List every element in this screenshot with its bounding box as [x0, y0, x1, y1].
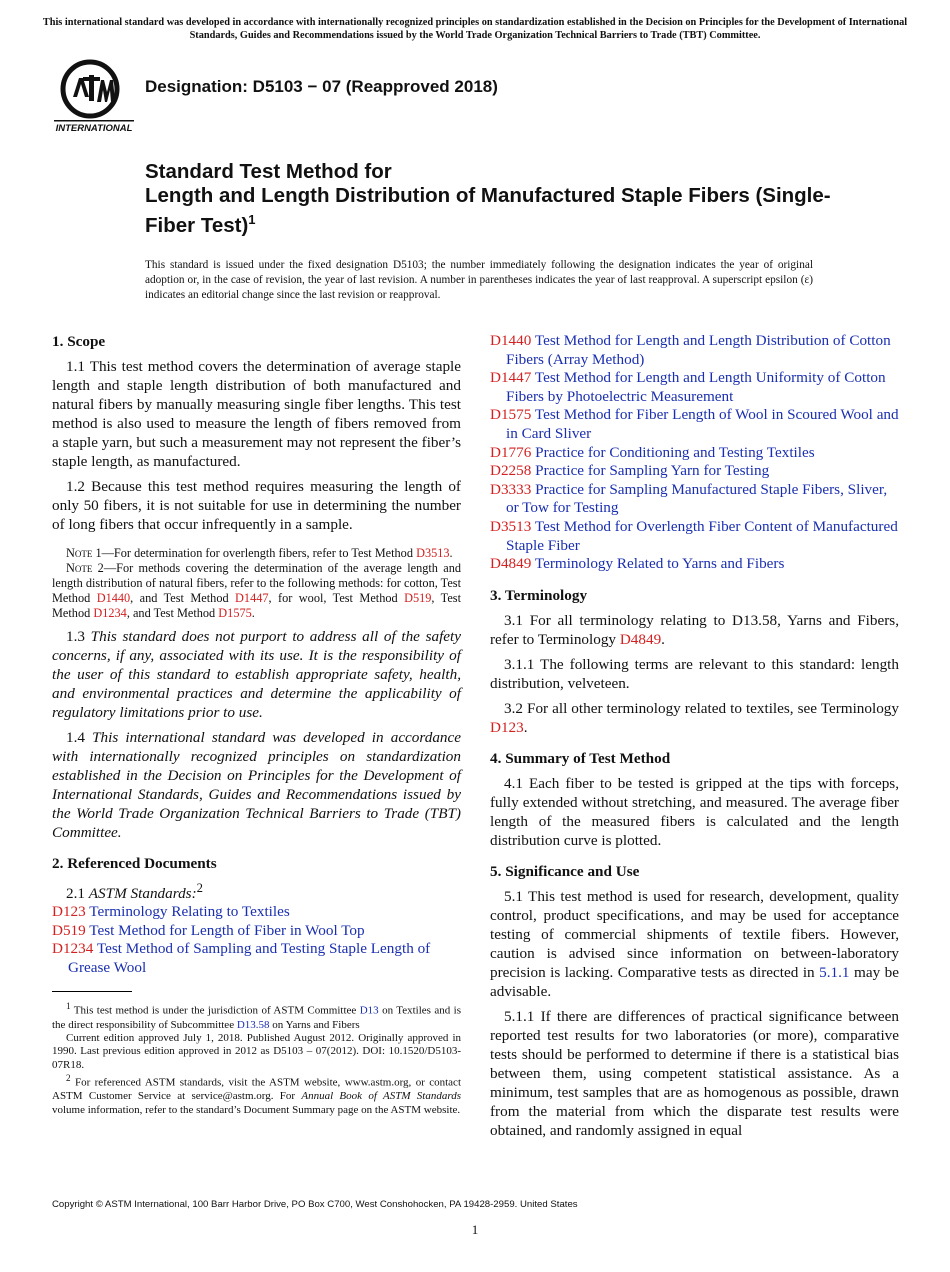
reference-code-link[interactable]: D2258 — [490, 462, 532, 480]
paragraph-1-4-text: This international standard was developed in accordance with internationally recognized principles on standardization established in the Decision on Principles for the Development of International Standards, Guides and Recommendations issued by the World Trade Organization Technical Barriers to Trade (TBT) Committee. — [52, 729, 462, 841]
reference-code-link[interactable]: D3513 — [490, 517, 532, 535]
title-line-1: Standard Test Method for — [145, 160, 392, 183]
reference-code-link[interactable]: D1776 — [490, 443, 532, 461]
ref-link-d1234[interactable]: D1234 — [93, 606, 127, 620]
paragraph-1-3 — [52, 627, 461, 722]
reference-code-link[interactable]: D519 — [52, 921, 86, 939]
footnote-divider — [52, 991, 132, 992]
footnote-mark-2: 2 — [196, 881, 203, 895]
note-1-label: Note 1 — [66, 546, 102, 560]
section-heading-significance: 5. Significance and Use — [490, 862, 640, 880]
reference-title-link[interactable]: Test Method for Fiber Length of Wool in Scoured Wool and in Card Sliver — [506, 406, 899, 442]
footnote-1-text-c: on Yarns and Fibers — [269, 1018, 360, 1031]
paragraph-2-1-number: 2.1 — [66, 885, 89, 903]
paragraph-5-1 — [490, 887, 899, 1001]
footnote-2-text: For referenced ASTM standards, visit the ASTM website, www.astm.org, or contact ASTM Customer Service at service@astm.org. For — [52, 1076, 461, 1103]
note-2-text-e: , and Test Method — [126, 606, 219, 620]
ref-link-d123-inline[interactable]: D123 — [490, 718, 524, 736]
ref-link-d1440[interactable]: D1440 — [96, 591, 131, 605]
paragraph-4-1: 4.1 Each fiber to be tested is gripped at the tips with forceps, fully extended without stretching, and measured. The average fiber length of the measured fibers is calculated and the length distribution curve is plotted. — [490, 774, 899, 849]
note-2-label: Note 2 — [66, 561, 104, 575]
ref-link-d1447[interactable]: D1447 — [235, 591, 269, 605]
note-2-text-b: , and Test Method — [130, 591, 236, 605]
ref-link-d3513[interactable]: D3513 — [416, 546, 450, 560]
paragraph-5-1-text: 5.1 This test method is used for research, development, quality control, product specifications, and may be used for acceptance testing of commercial shipments of textile fibers. However, caution is advised since information on between-laboratory precision is lacking. Comparative tests as directed in — [490, 887, 899, 981]
issued-statement: This standard is issued under the fixed designation D5103; the number immediately following the designation indicates the year of original adoption or, in the case of revision, the year of last revision. A number in parentheses indicates the year of last reapproval. A superscript epsilon (ε) indicates an editorial change since the last revision or reapproval. — [145, 259, 813, 301]
note-1: Note 1—For determination for overlength fibers, refer to Test Method D3513. — [66, 546, 453, 560]
note-2: Note 2—For methods covering the determination of the average length and length distribution of natural fibers, refer to the following methods: for cotton, Test Method D1440, and Test Method D1447, for wool, Test Method D519, Test Method D1234, and Test Method D1575. — [52, 561, 461, 620]
reference-code-link[interactable]: D1234 — [52, 940, 94, 958]
page-number: 1 — [471, 1222, 479, 1237]
footnote-1-text-b: on Textiles and is the direct responsibility of Subcommittee — [52, 1005, 462, 1031]
right-column — [490, 332, 899, 1140]
reference-code-link[interactable]: D4849 — [490, 555, 532, 573]
reference-title-link[interactable]: Practice for Sampling Manufactured Staple Fibers, Sliver, or Tow for Testing — [506, 480, 888, 517]
note-2-text-d: , Test Method — [52, 591, 461, 620]
reference-code-link[interactable]: D3333 — [490, 480, 532, 498]
reference-item — [490, 332, 899, 369]
reference-item — [52, 922, 461, 941]
reference-list-right — [490, 332, 899, 574]
footnote-2 — [52, 1072, 461, 1117]
footnote-1-edition: Current edition approved July 1, 2018. Published August 2012. Originally approved in 1990. Last previous edition approved in 2012 as D5103 – 07(2012). DOI: 10.1520/D5103-07R18. — [52, 1031, 461, 1071]
reference-item — [490, 369, 899, 406]
reference-title-link[interactable]: Test Method for Length and Length Uniformity of Cotton Fibers by Photoelectric Measurement — [506, 369, 886, 405]
reference-title-link[interactable]: Test Method for Length and Length Distribution of Cotton Fibers (Array Method) — [506, 332, 891, 368]
ref-link-d519[interactable]: D519 — [404, 591, 432, 605]
section-heading-scope: 1. Scope — [52, 333, 106, 350]
link-subcommittee-d13-58[interactable]: D13.58 — [236, 1018, 270, 1031]
link-committee-d13[interactable]: D13 — [359, 1005, 379, 1018]
reference-code-link[interactable]: D123 — [52, 903, 86, 921]
left-column — [52, 332, 461, 1117]
section-heading-terminology: 3. Terminology — [490, 586, 588, 604]
reference-item — [490, 406, 899, 443]
ref-link-d1575[interactable]: D1575 — [218, 606, 252, 620]
reference-title-link[interactable]: Practice for Conditioning and Testing Textiles — [535, 443, 815, 461]
reference-item — [490, 444, 899, 463]
reference-title-link[interactable]: Practice for Sampling Yarn for Testing — [535, 462, 770, 480]
paragraph-1-2: 1.2 Because this test method requires measuring the length of only 50 fibers, it is not suitable for use in determining the number of long fibers that occur infrequently in a sample. — [52, 478, 461, 533]
title-footnote-mark: 1 — [248, 212, 256, 227]
footnote-2-mark: 2 — [66, 1073, 71, 1084]
paragraph-3-1-1: 3.1.1 The following terms are relevant to this standard: length distribution, velveteen. — [490, 655, 899, 692]
paragraph-5-1-text-b: may be advisable. — [490, 963, 900, 1000]
reference-title-link[interactable]: Test Method for Length of Fiber in Wool Top — [89, 921, 365, 939]
reference-list-left — [52, 903, 461, 977]
reference-code-link[interactable]: D1575 — [490, 406, 532, 424]
reference-code-link[interactable]: D1447 — [490, 369, 532, 387]
reference-code-link[interactable]: D1440 — [490, 332, 532, 349]
reference-title-link[interactable]: Test Method of Sampling and Testing Staple Length of Grease Wool — [68, 940, 431, 976]
paragraph-1-1: 1.1 This test method covers the determination of average staple length and staple length distribution of both manufactured and natural fibers by manually measuring single fiber lengths. This test method is also used to measure the length of fibers removed from a staple yarn, but such a measurement may not represent the fiber’s staple length, as manufactured. — [52, 358, 461, 470]
astm-logo — [52, 58, 136, 134]
copyright-notice: Copyright © ASTM International, 100 Barr Harbor Drive, PO Box C700, West Conshohocken, PA 19428-2959. United States — [52, 1199, 578, 1210]
paragraph-1-4 — [52, 728, 461, 842]
paragraph-3-1: 3.1 For all terminology relating to D13.58, Yarns and Fibers, refer to Terminology D4849. — [490, 611, 899, 648]
paragraph-1-3-text: This standard does not purport to address all of the safety concerns, if any, associated with its use. It is the responsibility of the user of this standard to establish appropriate safety, health, and environmental practices and determine the applicability of regulatory limitations prior to use. — [52, 628, 462, 721]
title-line-2: Length and Length Distribution of Manufactured Staple Fibers (Single-Fiber Test) — [145, 184, 831, 237]
footnote-1-text: This test method is under the jurisdiction of ASTM Committee — [70, 1005, 360, 1018]
reference-item — [490, 555, 899, 574]
paragraph-3-2: 3.2 For all other terminology related to textiles, see Terminology D123. — [490, 699, 899, 736]
paragraph-1-3-number: 1.3 — [66, 628, 91, 645]
paragraph-2-1 — [52, 879, 461, 903]
paragraph-3-1-text: 3.1 For all terminology relating to D13.58, Yarns and Fibers, refer to Terminology — [490, 611, 899, 648]
reference-item — [52, 940, 461, 977]
section-heading-summary: 4. Summary of Test Method — [490, 749, 671, 767]
reference-item — [52, 903, 461, 922]
logo-wordmark: INTERNATIONAL — [55, 123, 133, 134]
ref-link-d4849-inline[interactable]: D4849 — [619, 630, 662, 648]
footnote-1 — [52, 1000, 461, 1031]
designation: Designation: D5103 − 07 (Reapproved 2018) — [145, 77, 498, 96]
reference-title-link[interactable]: Terminology Related to Yarns and Fibers — [534, 555, 785, 573]
reference-title-link[interactable]: Test Method for Overlength Fiber Content of Manufactured Staple Fiber — [506, 517, 898, 554]
note-2-text-c: , for wool, Test Method — [268, 591, 405, 605]
document-title — [145, 160, 865, 238]
footnote-1-mark: 1 — [66, 1001, 71, 1012]
astm-logo-icon — [52, 58, 136, 134]
reference-item — [490, 462, 899, 481]
note-1-text: —For determination for overlength fibers, refer to Test Method — [101, 546, 417, 560]
footnote-2-italic: Annual Book of ASTM Standards — [301, 1090, 461, 1103]
footnote-2-text-b: volume information, refer to the standard’s Document Summary page on the ASTM website. — [52, 1103, 461, 1116]
reference-item — [490, 481, 899, 518]
astm-standards-label: ASTM Standards: — [88, 885, 197, 903]
header-note: This international standard was developed in accordance with internationally recognized principles on standardization established in the Decision on Principles for the Development of International Standards, Guides and Recommendations issued by the World Trade Organization Technical Barriers to Trade (TBT) Committee. — [42, 17, 908, 41]
paragraph-5-1-1: 5.1.1 If there are differences of practical significance between reported test results for two laboratories (or more), comparative tests should be performed to determine if there is a statistical bias between them, using competent statistical assistance. As a minimum, test samples that are as homogenous as possible, drawn from the material from which the disparate test results were obtained, and randomly assigned in equal — [490, 1007, 899, 1139]
note-2-text: —For methods covering the determination of the average length and length distribution of natural fibers, refer to the following methods: for cotton, Test Method — [52, 561, 461, 605]
reference-item — [490, 518, 899, 555]
section-heading-referenced-documents: 2. Referenced Documents — [52, 855, 217, 872]
paragraph-3-2-text: 3.2 For all other terminology related to textiles, see Terminology — [504, 699, 899, 717]
reference-title-link[interactable]: Terminology Relating to Textiles — [89, 903, 290, 921]
paragraph-1-4-number: 1.4 — [66, 729, 93, 746]
link-section-5-1-1[interactable]: 5.1.1 — [819, 963, 850, 981]
